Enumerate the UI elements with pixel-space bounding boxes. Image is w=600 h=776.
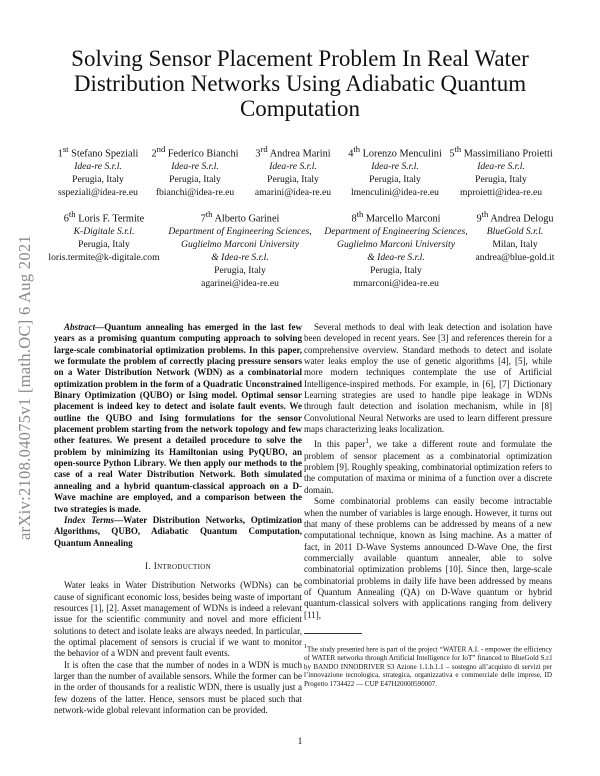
footnote-divider — [304, 633, 362, 634]
index-terms-paragraph: Index Terms—Water Distribution Networks, Optimization Algorithms, QUBO, Adiabatic Quantum Computation, Quantum Annealing — [54, 514, 302, 548]
section-heading: I. Introduction — [145, 561, 211, 572]
author-email: sspeziali@idea-re.eu — [58, 187, 138, 199]
arxiv-identifier-stamp: arXiv:2108.04075v1 [math.OC] 6 Aug 2021 — [15, 234, 34, 540]
author-name: Loris F. Termite — [78, 213, 145, 225]
body-paragraph: Several methods to deal with leak detection and isolation have been developed in recent years. See [3] and references therein for a comprehensive overview. Standard methods to detect and isolate water leaks employ the use of genetic algorithms [4], [5], while more modern techniques contemplate the use of Artificial Intelligence-inspired methods. For example, in [6], [7] Dictionary Learning strategies are used to handle pipe leakage in WDNs through fault detection and isolation mechanism, while in [8] Convolutional Neural Networks are used to learn different pressure maps characterizing leaks localization. — [304, 322, 552, 435]
author-name: Federico Bianchi — [167, 148, 239, 160]
author-name: Lorenzo Menculini — [362, 148, 442, 160]
author-block-9: 9th Andrea Delogu BlueGold S.r.l. Milan, Italy andrea@blue-gold.it — [460, 208, 570, 264]
body-paragraph: It is often the case that the number of nodes in a WDN is much larger than the number of available sensors. While the former can be in the order of thousands for a realistic WDN, there is usually just a few dozens of the latter. Hence, sensors must be placed such that network-wide global relevant information can be provided. — [54, 659, 302, 715]
author-email: andrea@blue-gold.it — [475, 252, 555, 264]
footnote-marker: 1 — [365, 436, 370, 446]
author-email: lmenculini@idea-re.eu — [351, 187, 439, 199]
author-email: mproietti@idea-re.eu — [459, 187, 543, 199]
footnote: $^1$The study presented here is part of the project “WATER A.I. - empower the efficiency of WATER networks through Artificial Intelligence for IoT” financed to BlueGold S.r.l by BANDO INNODRIVER S3 Azione 1.1.b.1.1 – sostegno all’acquisto di servizi per l’innovazione tecnologica, strategica, organizzativa e commerciale delle imprese, ID Progetto 1734422 — CUP E47H20000590007. — [304, 644, 552, 688]
author-email: mmarconi@idea-re.eu — [353, 278, 439, 290]
author-block-7: 7th Alberto Garinei Department of Engineering Sciences, Guglielmo Marconi University & Idea-re S.r.l. Perugia, Italy agarinei@idea-re.eu — [160, 208, 320, 290]
left-column — [54, 322, 302, 716]
author-block-4: 4th Lorenzo Menculini Idea-re S.r.l. Perugia, Italy lmenculini@idea-re.eu — [345, 143, 445, 199]
author-name: Massimiliano Proietti — [463, 148, 553, 160]
author-block-8: 8th Marcello Marconi Department of Engineering Sciences, Guglielmo Marconi University & Idea-re S.r.l. Perugia, Italy mmarconi@idea-re.eu — [316, 208, 476, 290]
paper-title: Solving Sensor Placement Problem In Real Water Distribution Networks Using Adiabatic Quantum Computation — [71, 46, 529, 121]
body-paragraph: Some combinatorial problems can easily become intractable when the number of variables is large enough. However, it turns out that many of these problems can be addressed by means of a new computational technique, known as Ising machine. As a matter of fact, in 2011 D-Wave Systems announced D-Wave One, the first commercially available quantum annealer, able to solve combinatorial optimization problems [10]. Since then, large-scale combinatorial problems in daily life have been addressed by means of Quantum Annealing (QA) on D-Wave quantum or hybrid quantum-classical solvers with applications ranging from delivery [11], — [304, 496, 552, 620]
author-block-3: 3rd Andrea Marini Idea-re S.r.l. Perugia, Italy amarini@idea-re.eu — [243, 143, 343, 199]
body-paragraph: In this paper$^1$, we take a different route and formulate the problem of sensor placement as a combinatorial optimization problem [9]. Roughly speaking, combinatorial optimization refers to the computation of maxima or minima of a function over a discrete domain. — [304, 436, 552, 495]
author-name: Stefano Speziali — [71, 148, 139, 160]
right-column — [304, 322, 552, 621]
abstract-paragraph: Abstract—Quantum annealing has emerged in the last few years as a promising quantum computing approach to solving large-scale combinatorial optimization problems. In this paper, we formulate the problem of correctly placing pressure sensors on a Water Distribution Network (WDN) as a combinatorial optimization problem in the form of a Quadratic Unconstrained Binary Optimization (QUBO) or Ising model. Optimal sensor placement is indeed key to detect and isolate fault events. We outline the QUBO and Ising formulations for the sensor placement problem starting from the network topology and few other features. We present a detailed procedure to solve the problem by minimizing its Hamiltonian using PyQUBO, an open-source Python Library. We then apply our methods to the case of a real Water Distribution Network. Both simulated annealing and a hybrid quantum-classical approach on a D-Wave machine are employed, and a comparison between the two strategies is made. — [54, 322, 302, 514]
author-block-5: 5th Massimiliano Proietti Idea-re S.r.l. Perugia, Italy mproietti@idea-re.eu — [446, 143, 556, 199]
page-number: 1 — [297, 737, 303, 747]
author-block-2: 2nd Federico Bianchi Idea-re S.r.l. Perugia, Italy fbianchi@idea-re.eu — [145, 143, 245, 199]
abstract-label: Abstract — [64, 322, 96, 332]
author-name: Alberto Garinei — [214, 213, 280, 225]
author-email: amarini@idea-re.eu — [254, 187, 332, 199]
body-paragraph: Water leaks in Water Distribution Networks (WDNs) can be cause of significant economic loss, besides being waste of important resources [1], [2]. Asset management of WDNs is indeed a relevant issue for the scientific community and novel and more efficient solutions to detect and isolate leaks are always needed. In particular, the optimal placement of sensors is crucial if we want to monitor the behavior of a WDN and prevent fault events. — [54, 580, 302, 659]
author-block-6: 6th Loris F. Termite K-Digitale S.r.l. Perugia, Italy loris.termite@k-digitale.com — [44, 208, 164, 264]
author-name: Andrea Delogu — [490, 213, 554, 225]
index-terms-label: Index Terms — [64, 514, 115, 525]
author-email: fbianchi@idea-re.eu — [155, 187, 235, 199]
author-name: Andrea Marini — [269, 148, 331, 160]
author-block-1: 1st Stefano Speziali Idea-re S.r.l. Perugia, Italy sspeziali@idea-re.eu — [48, 143, 148, 199]
author-email: agarinei@idea-re.eu — [201, 278, 279, 290]
author-name: Marcello Marconi — [365, 213, 441, 225]
author-email: loris.termite@k-digitale.com — [48, 252, 160, 264]
